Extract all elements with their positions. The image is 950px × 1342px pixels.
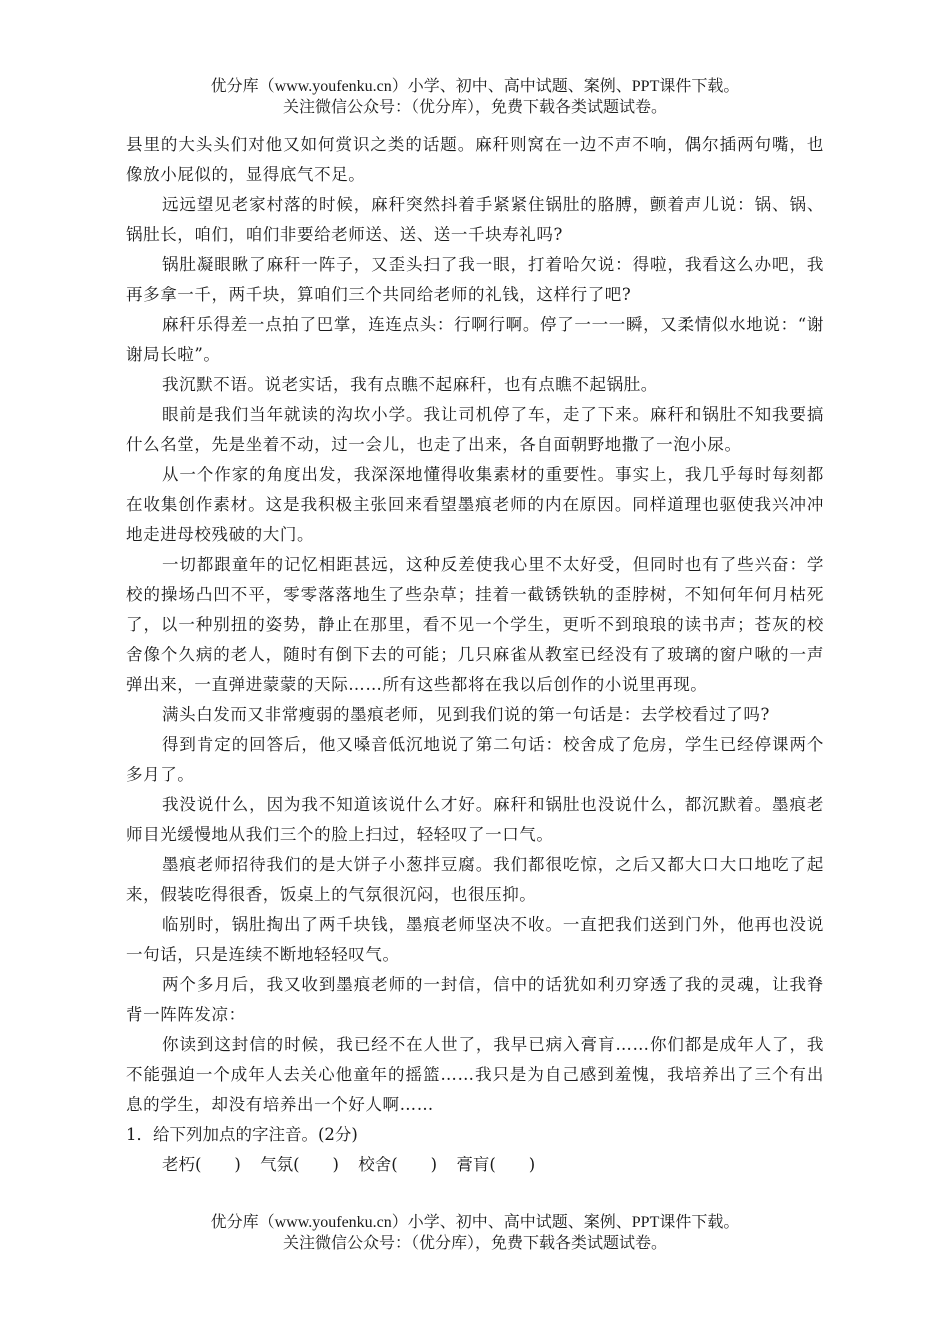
paragraph: 得到肯定的回答后，他又嗓音低沉地说了第二句话：校舍成了危房，学生已经停课两个多月了。 — [126, 735, 824, 784]
option-item: 气氛( ) — [260, 1155, 339, 1174]
paragraph: 临别时，锅肚掏出了两千块钱，墨痕老师坚决不收。一直把我们送到门外，他再也没说一句话，只是连续不断地轻轻叹气。 — [126, 915, 824, 964]
paragraph: 锅肚凝眼瞅了麻秆一阵子，又歪头扫了我一眼，打着哈欠说：得啦，我看这么办吧，我再多拿一千，两千块，算咱们三个共同给老师的礼钱，这样行了吧? — [126, 255, 824, 304]
page-header — [0, 76, 950, 118]
paragraph: 我没说什么，因为我不知道该说什么才好。麻秆和锅肚也没说什么，都沉默着。墨痕老师目光缓慢地从我们三个的脸上扫过，轻轻叹了一口气。 — [126, 795, 824, 844]
option-item: 膏肓( ) — [456, 1155, 536, 1174]
page-footer — [0, 1212, 950, 1254]
paragraph: 墨痕老师招待我们的是大饼子小葱拌豆腐。我们都很吃惊，之后又都大口大口地吃了起来，假装吃得很香，饭桌上的气氛很沉闷，也很压抑。 — [126, 855, 824, 904]
footer-line-1: 优分库（www.youfenku.cn）小学、初中、高中试题、案例、PPT课件下载。 — [210, 1214, 740, 1231]
paragraph: 从一个作家的角度出发，我深深地懂得收集素材的重要性。事实上，我几乎每时每刻都在收集创作素材。这是我积极主张回来看望墨痕老师的内在原因。同样道理也驱使我兴冲冲地走进母校残破的大门。 — [126, 465, 824, 544]
footer-line-2: 关注微信公众号：（优分库），免费下载各类试题试卷。 — [282, 1235, 667, 1252]
question-options — [126, 1150, 824, 1180]
header-line-2: 关注微信公众号：（优分库），免费下载各类试题试卷。 — [282, 99, 667, 116]
option-item: 校舍( ) — [358, 1155, 438, 1174]
paragraph: 你读到这封信的时候，我已经不在人世了，我早已病入膏肓……你们都是成年人了，我不能强迫一个成年人去关心他童年的摇篮……我只是为自己感到羞愧，我培养出了三个有出息的学生，却没有培养出一个好人啊…… — [126, 1035, 824, 1114]
paragraph: 远远望见老家村落的时候，麻秆突然抖着手紧紧住锅肚的胳膊，颤着声儿说：锅、锅、锅肚长，咱们，咱们非要给老师送、送、送一千块寿礼吗? — [126, 195, 824, 244]
paragraph: 麻秆乐得差一点拍了巴掌，连连点头：行啊行啊。停了一一一瞬，又柔情似水地说：“谢谢局长啦”。 — [126, 315, 824, 364]
paragraph: 两个多月后，我又收到墨痕老师的一封信，信中的话犹如利刃穿透了我的灵魂，让我脊背一阵阵发凉： — [126, 975, 824, 1024]
option-item: 老朽( ) — [162, 1155, 241, 1174]
paragraph: 眼前是我们当年就读的沟坎小学。我让司机停了车，走了下来。麻秆和锅肚不知我要搞什么名堂，先是坐着不动，过一会儿，也走了出来，各自面朝野地撒了一泡小尿。 — [126, 405, 824, 454]
paragraph: 一切都跟童年的记忆相距甚远，这种反差使我心里不太好受，但同时也有了些兴奋：学校的操场凸凹不平，零零落落地生了些杂草；挂着一截锈铁轨的歪脖树，不知何年何月枯死了，以一种别扭的姿势，静止在那里，看不见一个学生，更听不到琅琅的读书声；苍灰的校舍像个久病的老人，随时有倒下去的可能；几只麻雀从教室已经没有了玻璃的窗户啾的一声弹出来，一直弹进蒙蒙的天际……所有这些都将在我以后创作的小说里再现。 — [126, 555, 824, 694]
paragraph: 满头白发而又非常瘦弱的墨痕老师，见到我们说的第一句话是：去学校看过了吗? — [162, 705, 770, 724]
article-body — [126, 130, 824, 1180]
paragraph: 县里的大头头们对他又如何赏识之类的话题。麻秆则窝在一边不声不响，偶尔插两句嘴，也像放小屁似的，显得底气不足。 — [126, 135, 824, 184]
question-prompt: 1．给下列加点的字注音。(2分) — [126, 1125, 358, 1144]
paragraph: 我沉默不语。说老实话，我有点瞧不起麻秆，也有点瞧不起锅肚。 — [162, 375, 658, 394]
header-line-1: 优分库（www.youfenku.cn）小学、初中、高中试题、案例、PPT课件下载。 — [210, 78, 740, 95]
